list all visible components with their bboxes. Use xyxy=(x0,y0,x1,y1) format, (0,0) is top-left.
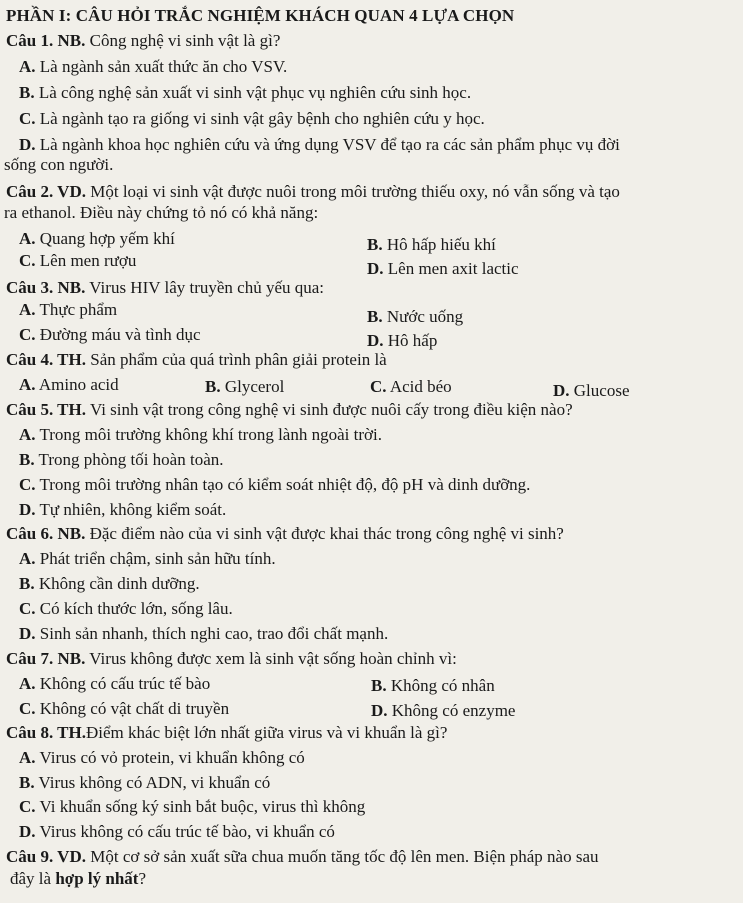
q5-option-a: A. Trong môi trường không khí trong lành ngoài trời. xyxy=(19,425,382,445)
q2-option-d: D. Lên men axit lactic xyxy=(367,258,519,278)
question-3: Câu 3. NB. Virus HIV lây truyền chủ yếu qua: xyxy=(6,277,325,297)
q8-option-b: B. Virus không có ADN, vi khuẩn có xyxy=(19,773,271,793)
q6-option-c: C. Có kích thước lớn, sống lâu. xyxy=(19,599,233,619)
q4-option-d: D. Glucose xyxy=(553,380,630,400)
q7-option-d: D. Không có enzyme xyxy=(371,701,516,721)
q8-option-a: A. Virus có vỏ protein, vi khuẩn không có xyxy=(19,748,305,768)
question-6: Câu 6. NB. Đặc điểm nào của vi sinh vật được khai thác trong công nghệ vi sinh? xyxy=(6,524,564,544)
q4-option-c: C. Acid béo xyxy=(370,377,452,397)
q8-option-d: D. Virus không có cấu trúc tế bào, vi khuẩn có xyxy=(19,821,335,841)
q1-option-b: B. Là công nghệ sản xuất vi sinh vật phục vụ nghiên cứu sinh học. xyxy=(19,82,472,102)
q3-option-b: B. Nước uống xyxy=(367,306,464,326)
q7-option-a: A. Không có cấu trúc tế bào xyxy=(19,674,211,694)
question-8: Câu 8. TH.Điểm khác biệt lớn nhất giữa virus và vi khuẩn là gì? xyxy=(6,723,448,743)
question-2-cont: ra ethanol. Điều này chứng tỏ nó có khả năng: xyxy=(4,202,319,222)
question-7: Câu 7. NB. Virus không được xem là sinh vật sống hoàn chỉnh vì: xyxy=(6,649,457,669)
q6-option-d: D. Sinh sản nhanh, thích nghi cao, trao đổi chất mạnh. xyxy=(19,624,389,644)
question-9-cont: đây là hợp lý nhất? xyxy=(10,868,146,888)
q2-option-b: B. Hô hấp hiếu khí xyxy=(367,234,496,254)
q1-option-c: C. Là ngành tạo ra giống vi sinh vật gây bệnh cho nghiên cứu y học. xyxy=(19,108,485,128)
q2-option-a: A. Quang hợp yếm khí xyxy=(19,228,175,248)
q8-option-c: C. Vi khuẩn sống ký sinh bắt buộc, virus thì không xyxy=(19,797,366,817)
question-4: Câu 4. TH. Sản phẩm của quá trình phân giải protein là xyxy=(6,350,387,370)
q7-option-b: B. Không có nhân xyxy=(371,676,495,696)
q3-option-d: D. Hô hấp xyxy=(367,330,438,350)
q1-option-a: A. Là ngành sản xuất thức ăn cho VSV. xyxy=(19,56,288,76)
question-1-stem: Công nghệ vi sinh vật là gì? xyxy=(85,30,281,50)
question-1-label: Câu 1. NB. xyxy=(6,30,86,50)
q4-option-b: B. Glycerol xyxy=(205,377,285,397)
q1-option-d-cont: sống con người. xyxy=(4,154,114,174)
q3-option-c: C. Đường máu và tình dục xyxy=(19,325,201,345)
question-9: Câu 9. VD. Một cơ sở sản xuất sữa chua muốn tăng tốc độ lên men. Biện pháp nào sau xyxy=(6,846,599,866)
q5-option-d: D. Tự nhiên, không kiểm soát. xyxy=(19,500,227,520)
question-5: Câu 5. TH. Vi sinh vật trong công nghệ vi sinh được nuôi cấy trong điều kiện nào? xyxy=(6,400,573,420)
q7-option-c: C. Không có vật chất di truyền xyxy=(19,699,230,719)
q4-option-a: A. Amino acid xyxy=(19,375,119,395)
section-title: PHẦN I: CÂU HỎI TRẮC NGHIỆM KHÁCH QUAN 4 LỰA CHỌN xyxy=(6,5,515,25)
q6-option-a: A. Phát triển chậm, sinh sản hữu tính. xyxy=(19,549,276,569)
question-1 xyxy=(6,32,280,49)
q6-option-b: B. Không cần dinh dưỡng. xyxy=(19,574,200,594)
q5-option-c: C. Trong môi trường nhân tạo có kiểm soát nhiệt độ, độ pH và dinh dưỡng. xyxy=(19,475,531,495)
q1-option-d: D. Là ngành khoa học nghiên cứu và ứng dụng VSV để tạo ra các sản phẩm phục vụ đời xyxy=(19,134,620,154)
q2-option-c: C. Lên men rượu xyxy=(19,251,137,271)
q3-option-a: A. Thực phẩm xyxy=(19,300,118,320)
q5-option-b: B. Trong phòng tối hoàn toàn. xyxy=(19,450,224,470)
question-2: Câu 2. VD. Một loại vi sinh vật được nuôi trong môi trường thiếu oxy, nó vẫn sống và tạo xyxy=(6,181,620,201)
